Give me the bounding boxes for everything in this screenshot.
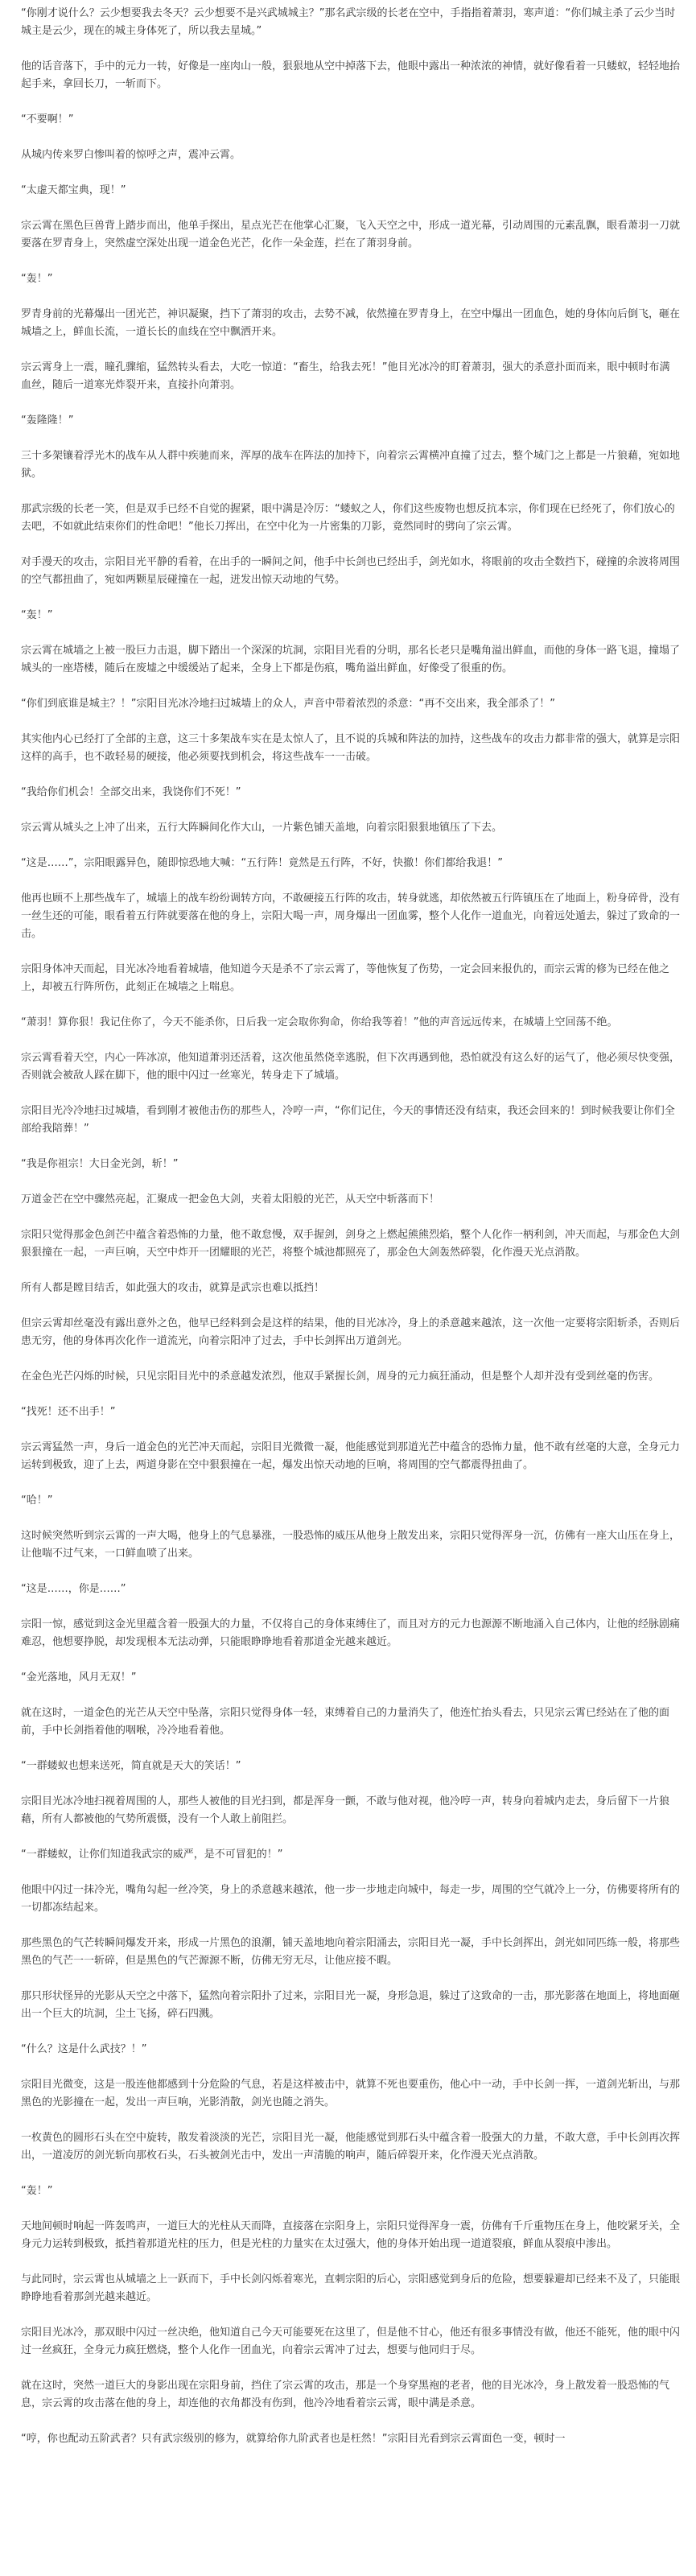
article-paragraph: 从城内传来罗白惨叫着的惊呼之声，震冲云霄。 — [21, 149, 241, 161]
article-paragraph: 宗云霄身上一震，瞳孔骤缩，猛然转头看去，大吃一惊道：“畜生，给我去死！”他目光冰冷的盯着萧羽，强大的杀意扑面而来，眼中顿时布满血丝，随后一道寒光炸裂开来，直接扑向萧羽。 — [21, 361, 670, 391]
article-paragraph: “太虚天都宝典，现！” — [21, 184, 126, 196]
article-paragraph: 万道金芒在空中骤然亮起，汇聚成一把金色大剑，夹着太阳般的光芒，从天空中斩落而下！ — [21, 1193, 440, 1206]
article-paragraph: “我是你祖宗！大日金光剑，斩！” — [21, 1158, 179, 1170]
article-paragraph: “一群蝼蚁，让你们知道我武宗的威严，是不可冒犯的！” — [21, 1849, 283, 1861]
article-paragraph: “轰隆隆！” — [21, 414, 74, 427]
article-paragraph: 与此同时，宗云霄也从城墙之上一跃而下，手中长剑闪烁着寒光，直刺宗阳的后心，宗阳感觉到身后的危险，想要躲避却已经来不及了，只能眼睁睁地看着那剑光越来越近。 — [21, 2273, 681, 2303]
article-paragraph: “这是……”，宗阳眼露异色，随即惊恐地大喊：“五行阵！竟然是五行阵，不好，快撤！你们都给我退！” — [21, 857, 503, 869]
article-paragraph: “我给你们机会！全部交出来，我饶你们不死！” — [21, 786, 241, 798]
article-paragraph: 在金色光芒闪烁的时候，只见宗阳目光中的杀意越发浓烈，他双手紧握长剑，周身的元力疯狂涌动，但是整个人却并没有受到丝毫的伤害。 — [21, 1370, 660, 1383]
article-paragraph: “你刚才说什么？云少想要我去冬天？云少想要不是兴武城城主？”那名武宗级的长老在空中，手指指着萧羽，寒声道：“你们城主杀了云少当时城主是云少，现在的城主身体死了，所以我去星城。” — [21, 7, 676, 37]
article-paragraph: 他的话音落下，手中的元力一转，好像是一座肉山一般，狠狠地从空中掉落下去，他眼中露出一种浓浓的神情，就好像看着一只蝼蚁，轻轻地抬起手来，拿回长刀，一斩而下。 — [21, 60, 681, 90]
article-paragraph: 宗阳只觉得那金色剑芒中蕴含着恐怖的力量，他不敢怠慢，双手握剑，剑身之上燃起熊熊烈焰，整个人化作一柄利剑，冲天而起，与那金色大剑狠狠撞在一起，一声巨响，天空中炸开一团耀眼的光芒，将整个城池都照亮了，那金色大剑轰然碎裂，化作漫天光点消散。 — [21, 1229, 681, 1259]
article-paragraph: “你们到底谁是城主？！”宗阳目光冰冷地扫过城墙上的众人，声音中带着浓烈的杀意：“再不交出来，我全部杀了！” — [21, 698, 555, 710]
article-paragraph: “找死！还不出手！” — [21, 1406, 116, 1418]
article-paragraph: “这是……，你是……” — [21, 1583, 126, 1595]
article-paragraph: 宗云霄在黑色巨兽背上踏步而出，他单手探出，星点光芒在他掌心汇聚，飞入天空之中，形成一道光幕，引动周围的元素乱飘，眼看萧羽一刀就要落在罗青身上，突然虚空深处出现一道金色光芒，化作一朵金莲，拦在了萧羽身前。 — [21, 220, 681, 249]
article-paragraph: “轰！” — [21, 2185, 53, 2197]
article-paragraph: 那些黑色的气芒转瞬间爆发开来，形成一片黑色的浪潮，铺天盖地地向着宗阳涌去，宗阳目光一凝，手中长剑挥出，剑光如同匹练一般，将那些黑色的气芒一一斩碎，但是黑色的气芒源源不断，仿佛无穷无尽，让他应接不暇。 — [21, 1937, 681, 1967]
article-paragraph: 宗阳目光微变，这是一股连他都感到十分危险的气息，若是这样被击中，就算不死也要重伤，他心中一动，手中长剑一挥，一道剑光斩出，与那黑色的光影撞在一起，发出一声巨响，光影消散，剑光也随之消失。 — [21, 2079, 681, 2108]
article-paragraph: 那只形状怪异的光影从天空之中落下，猛然向着宗阳扑了过来，宗阳目光一凝，身形急退，躲过了这致命的一击，那光影落在地面上，将地面砸出一个巨大的坑洞，尘土飞扬，碎石四溅。 — [21, 1990, 681, 2020]
article-paragraph: 其实他内心已经打了全部的主意，这三十多架战车实在是太惊人了，且不说的兵城和阵法的加持，这些战车的攻击力都非常的强大，就算是宗阳这样的高手，也不敢轻易的硬接，他必须要找到机会，将这些战车一一击破。 — [21, 733, 681, 763]
article-paragraph: 宗阳目光冰冷地扫视着周围的人，那些人被他的目光扫到，都是浑身一颤，不敢与他对视，他冷哼一声，转身向着城内走去，身后留下一片狼藉，所有人都被他的气势所震慑，没有一个人敢上前阻拦。 — [21, 1795, 670, 1825]
article-paragraph: 宗云霄看着天空，内心一阵冰凉，他知道萧羽还活着，这次他虽然侥幸逃脱，但下次再遇到他，恐怕就没有这么好的运气了，他必须尽快变强，否则就会被敌人踩在脚下，他的眼中闪过一丝寒光，转身走下了城墙。 — [21, 1052, 681, 1082]
article-paragraph: “不要啊！” — [21, 113, 74, 126]
article-paragraph: “萧羽！算你狠！我记住你了，今天不能杀你，日后我一定会取你狗命，你给我等着！”他的声音远远传来，在城墙上空回荡不绝。 — [21, 1016, 618, 1028]
article-paragraph: “哈！” — [21, 1494, 53, 1506]
article-paragraph: 宗阳目光冷冷地扫过城墙，看到刚才被他击伤的那些人，冷哼一声，“你们记住，今天的事情还没有结束，我还会回来的！到时候我要让你们全部给我陪葬！” — [21, 1105, 675, 1135]
article-paragraph: 他再也顾不上那些战车了，城墙上的战车纷纷调转方向，不敢硬接五行阵的攻击，转身就逃，却依然被五行阵镇压在了地面上，粉身碎骨，没有一丝生还的可能，眼看着五行阵就要落在他的身上，宗阳大喝一声，周身爆出一团血雾，整个人化作一道血光，向着远处遁去，躲过了致命的一击。 — [21, 892, 681, 940]
article-paragraph: 宗阳一惊，感觉到这金光里蕴含着一股强大的力量，不仅将自己的身体束缚住了，而且对方的元力也源源不断地涌入自己体内，让他的经脉剧痛难忍，他想要挣脱，却发现根本无法动弹，只能眼睁睁地看着那道金光越来越近。 — [21, 1618, 681, 1648]
article-paragraph: 宗阳身体冲天而起，目光冰冷地看着城墙，他知道今天是杀不了宗云霄了，等他恢复了伤势，一定会回来报仇的，而宗云霄的修为已经在他之上，却被五行阵所伤，此刻正在城墙之上喘息。 — [21, 963, 670, 993]
article-paragraph: 但宗云霄却丝毫没有露出意外之色，他早已经料到会是这样的结果，他的目光冰冷，身上的杀意越来越浓，这一次他一定要将宗阳斩杀，否则后患无穷，他的身体再次化作一道流光，向着宗阳冲了过去，手中长剑挥出万道剑光。 — [21, 1317, 681, 1347]
article-paragraph: 宗云霄从城头之上冲了出来，五行大阵瞬间化作大山，一片紫色铺天盖地，向着宗阳狠狠地镇压了下去。 — [21, 822, 503, 834]
article-paragraph: “哼，你也配动五阶武者？只有武宗级别的修为，就算给你九阶武者也是枉然！”宗阳目光看到宗云霄面色一变，顿时一 — [21, 2433, 566, 2445]
article-paragraph: 他眼中闪过一抹冷光，嘴角勾起一丝冷笑，身上的杀意越来越浓，他一步一步地走向城中，每走一步，周围的空气就冷上一分，仿佛要将所有的一切都冻结起来。 — [21, 1884, 681, 1914]
article-paragraph: 三十多架镶着浮光木的战车从人群中疾驰而来，浑厚的战车在阵法的加持下，向着宗云霄横冲直撞了过去，整个城门之上都是一片狼藉，宛如地狱。 — [21, 450, 681, 480]
article-paragraph: 所有人都是瞠目结舌，如此强大的攻击，就算是武宗也难以抵挡！ — [21, 1282, 325, 1294]
article-paragraph: 天地间顿时响起一阵轰鸣声，一道巨大的光柱从天而降，直接落在宗阳身上，宗阳只觉得浑身一震，仿佛有千斤重物压在身上，他咬紧牙关，全身元力运转到极致，抵挡着那道光柱的压力，但是光柱的力量实在太过强大，他的身体开始出现一道道裂痕，鲜血从裂痕中渗出。 — [21, 2220, 681, 2250]
article-paragraph: 这时候突然听到宗云霄的一声大喝，他身上的气息暴涨，一股恐怖的威压从他身上散发出来，宗阳只觉得浑身一沉，仿佛有一座大山压在身上，让他喘不过气来，一口鲜血喷了出来。 — [21, 1530, 681, 1560]
article-paragraph: 罗青身前的光幕爆出一团光芒，神识凝聚，挡下了萧羽的攻击，去势不减，依然撞在罗青身上，在空中爆出一团血色，她的身体向后倒飞，砸在城墙之上，鲜血长流，一道长长的血线在空中飘洒开来。 — [21, 308, 681, 338]
article-paragraph: 宗阳目光冰冷，那双眼中闪过一丝决绝，他知道自己今天可能要死在这里了，但是他不甘心，他还有很多事情没有做，他还不能死，他的眼中闪过一丝疯狂，全身元力疯狂燃烧，整个人化作一团血光，向着宗云霄冲了过去，想要与他同归于尽。 — [21, 2327, 681, 2356]
article-paragraph: 那武宗级的长老一笑，但是双手已经不自觉的握紧，眼中满是冷厉：“蝼蚁之人，你们这些废物也想反抗本宗，你们现在已经死了，你们放心的去吧，不如就此结束你们的性命吧！”他长刀挥出，在空中化为一片密集的刀影，竟然同时的劈向了宗云霄。 — [21, 503, 675, 533]
article-paragraph: 就在这时，突然一道巨大的身影出现在宗阳身前，挡住了宗云霄的攻击，那是一个身穿黑袍的老者，他的目光冰冷，身上散发着一股恐怖的气息，宗云霄的攻击落在他的身上，却连他的衣角都没有伤到，他冷冷地看着宗云霄，眼中满是杀意。 — [21, 2380, 670, 2409]
article-paragraph: “金光落地，风月无双！” — [21, 1671, 137, 1684]
article-paragraph: 一枚黄色的圆形石头在空中旋转，散发着淡淡的光芒，宗阳目光一凝，他能感觉到那石头中蕴含着一股强大的力量，不敢大意，手中长剑再次挥出，一道凌厉的剑光斩向那枚石头，石头被剑光击中，发出一声清脆的响声，随后碎裂开来，化作漫天光点消散。 — [21, 2132, 681, 2162]
article-paragraph: “什么？这是什么武技？！” — [21, 2043, 147, 2055]
article-paragraph: “一群蝼蚁也想来送死，简直就是天大的笑话！” — [21, 1760, 241, 1772]
article-paragraph: 对手漫天的攻击，宗阳目光平静的看着，在出手的一瞬间之间，他手中长剑也已经出手，剑光如水，将眼前的攻击全数挡下，碰撞的余波将周围的空气都扭曲了，宛如两颗星辰碰撞在一起，迸发出惊天动地的气势。 — [21, 556, 681, 586]
article-paragraph: 宗云霄猛然一声，身后一道金色的光芒冲天而起，宗阳目光微微一凝，他能感觉到那道光芒中蕴含的恐怖力量，他不敢有丝毫的大意，全身元力运转到极致，迎了上去，两道身影在空中狠狠撞在一起，爆发出惊天动地的巨响，将周围的空气都震得扭曲了。 — [21, 1441, 681, 1471]
article-paragraph: “轰！” — [21, 609, 53, 621]
article-paragraph: “轰！” — [21, 273, 53, 285]
article-paragraph: 就在这时，一道金色的光芒从天空中坠落，宗阳只觉得身体一轻，束缚着自己的力量消失了，他连忙抬头看去，只见宗云霄已经站在了他的面前，手中长剑指着他的咽喉，冷冷地看着他。 — [21, 1707, 670, 1737]
article-paragraph: 宗云霄在城墙之上被一股巨力击退，脚下踏出一个深深的坑洞，宗阳目光看的分明，那名长老只是嘴角溢出鲜血，而他的身体一路飞退，撞塌了城头的一座塔楼，随后在废墟之中缓缓站了起来，全身上下都是伤痕，嘴角溢出鲜血，好像受了很重的伤。 — [21, 645, 681, 674]
